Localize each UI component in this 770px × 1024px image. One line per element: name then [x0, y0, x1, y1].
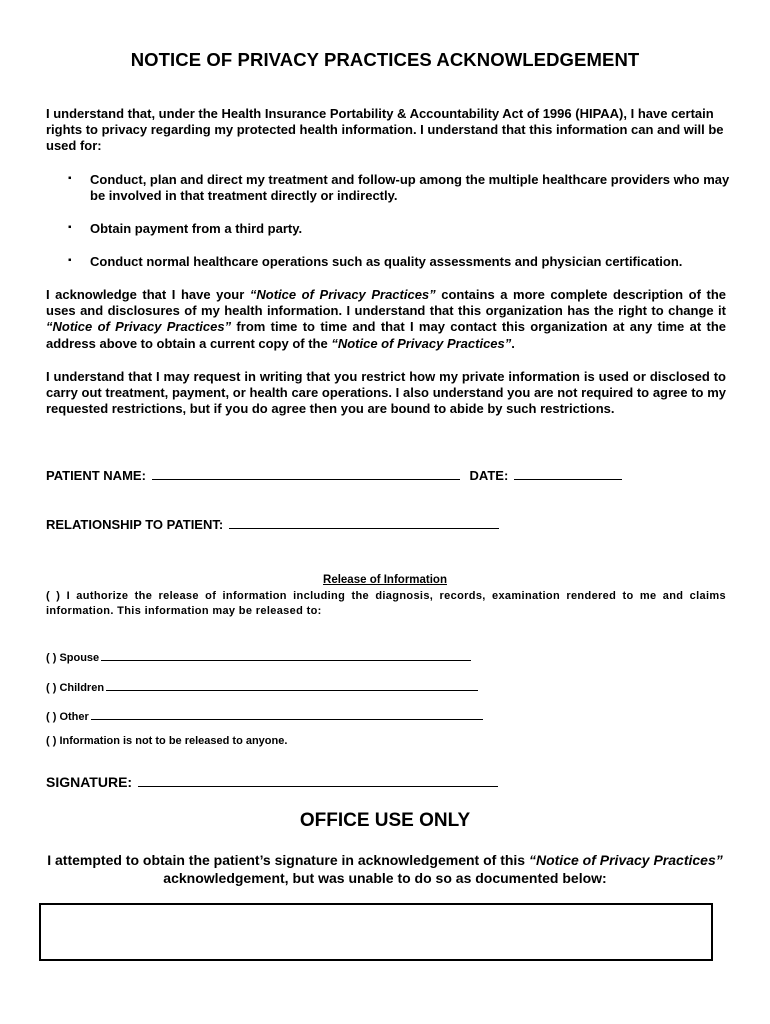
notice-title: “Notice of Privacy Practices” [46, 319, 232, 335]
ack-text-4: . [511, 335, 515, 351]
bullet-text: Obtain payment from a third party. [90, 221, 303, 236]
authorize-paragraph[interactable]: ( ) I authorize the release of information including the diagnosis, records, examination rendered to me and claims information. This information may be released to: [46, 590, 726, 617]
date-field[interactable] [514, 467, 622, 480]
date-label: DATE: [469, 468, 509, 483]
documentation-box[interactable] [39, 903, 713, 961]
bullet-text: Conduct, plan and direct my treatment and follow-up among the multiple healthcare providers who may be involved in that treatment directly or indirectly. [90, 172, 730, 203]
square-bullet-icon: ▪ [68, 222, 72, 233]
relationship-row [46, 516, 499, 532]
list-item [68, 221, 728, 239]
patient-name-row [46, 467, 622, 483]
release-heading [0, 574, 770, 586]
page-title: NOTICE OF PRIVACY PRACTICES ACKNOWLEDGEMENT [130, 49, 640, 70]
spouse-field[interactable] [101, 649, 471, 661]
attempt-text-1: I attempted to obtain the patient’s signature in acknowledgement of this [47, 852, 529, 868]
relationship-label: RELATIONSHIP TO PATIENT: [46, 517, 224, 532]
notice-title: “Notice of Privacy Practices” [249, 287, 436, 302]
release-heading-text: Release of Information [323, 574, 447, 586]
intro-paragraph: I understand that, under the Health Insurance Portability & Accountability Act of 1996 (HIPAA), I have certain rights to privacy regarding my protected health information. I understand that this information can and will be used for: [46, 106, 724, 154]
signature-label: SIGNATURE: [46, 774, 133, 790]
option-other[interactable] [46, 708, 483, 723]
children-label: ( ) Children [46, 682, 105, 694]
list-item [68, 172, 728, 206]
signature-row [46, 773, 498, 790]
other-label: ( ) Other [46, 711, 89, 723]
ack-text-2: contains a more complete description of the uses and disclosures of my health information. I understand that this organization has the right to change it [46, 287, 726, 319]
other-field[interactable] [91, 708, 483, 720]
ack-text-3: from time to time and that I may contact this organization at any time at the address above to obtain a current copy of the [46, 319, 726, 351]
notice-title: “Notice of Privacy Practices” [528, 852, 723, 868]
square-bullet-icon: ▪ [68, 173, 72, 184]
option-none[interactable]: ( ) Information is not to be released to anyone. [46, 735, 288, 747]
attempt-text-2: acknowledgement, but was unable to do so as documented below: [163, 870, 607, 886]
request-paragraph: I understand that I may request in writing that you restrict how my private information is used or disclosed to carry out treatment, payment, or health care operations. I also understand you are not required to agree to my requested restrictions, but if you do agree then you are bound to abide by such restrictions. [46, 369, 726, 417]
spouse-label: ( ) Spouse [46, 652, 100, 664]
patient-name-field[interactable] [152, 467, 460, 480]
notice-title: “Notice of Privacy Practices” [331, 335, 512, 351]
acknowledge-paragraph [46, 287, 726, 352]
list-item [68, 254, 728, 272]
bullet-text: Conduct normal healthcare operations such as quality assessments and physician certification. [90, 254, 683, 269]
signature-field[interactable] [138, 773, 498, 787]
option-spouse[interactable] [46, 649, 471, 664]
children-field[interactable] [106, 679, 478, 691]
patient-name-label: PATIENT NAME: [46, 468, 146, 483]
relationship-field[interactable] [229, 516, 499, 529]
option-children[interactable] [46, 679, 478, 694]
square-bullet-icon: ▪ [68, 255, 72, 266]
office-attempt-text [40, 851, 730, 887]
ack-text-1: I acknowledge that I have your [46, 287, 250, 302]
office-use-heading: OFFICE USE ONLY [299, 810, 471, 831]
